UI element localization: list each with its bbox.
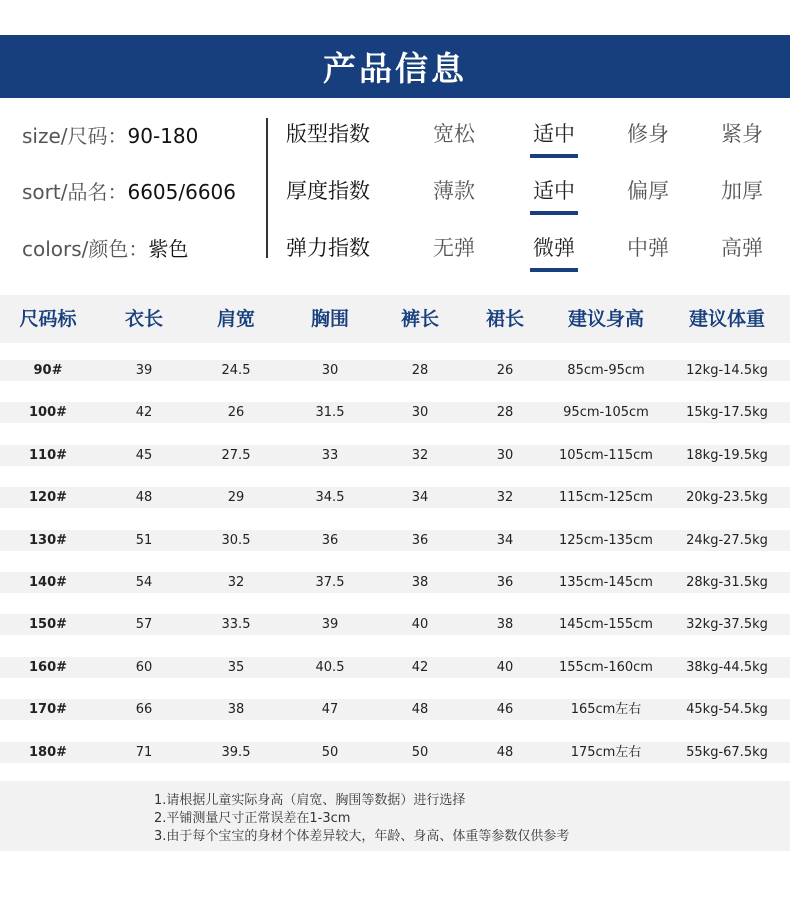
cell-size-code: 130# — [28, 532, 68, 548]
info-colors — [22, 233, 188, 262]
cell-size-code: 110# — [28, 447, 68, 463]
cell-length: 45 — [135, 447, 153, 463]
index-stretch-option: 中弹 — [627, 236, 669, 260]
cell-size-code: 180# — [28, 744, 68, 760]
info-size-label: size/尺码： — [22, 124, 128, 148]
index-fit-option: 宽松 — [433, 122, 475, 146]
index-thickness-name: 厚度指数 — [286, 179, 370, 203]
table-row — [0, 487, 790, 508]
table-row — [0, 742, 790, 763]
cell-height: 175cm左右 — [570, 744, 642, 760]
cell-pants-length: 30 — [411, 405, 429, 421]
cell-height: 125cm-135cm — [559, 532, 653, 548]
cell-shoulder: 27.5 — [221, 447, 251, 463]
cell-weight: 38kg-44.5kg — [686, 659, 768, 675]
cell-weight: 12kg-14.5kg — [686, 363, 768, 378]
cell-weight: 45kg-54.5kg — [686, 702, 768, 718]
table-row — [0, 614, 790, 635]
page-title: 产品信息 — [323, 49, 467, 88]
cell-length: 54 — [135, 575, 153, 590]
cell-pants-length: 28 — [411, 363, 429, 378]
cell-skirt-length: 48 — [496, 744, 514, 760]
cell-length: 51 — [135, 532, 153, 548]
cell-skirt-length: 26 — [496, 363, 514, 378]
cell-chest: 30 — [321, 363, 339, 378]
cell-shoulder: 32 — [227, 575, 245, 590]
cell-skirt-length: 38 — [496, 617, 514, 633]
cell-shoulder: 35 — [227, 659, 245, 675]
cell-height: 135cm-145cm — [559, 575, 653, 590]
cell-size-code: 140# — [28, 575, 68, 590]
info-sort-label: sort/品名： — [22, 180, 128, 204]
cell-weight: 20kg-23.5kg — [686, 490, 768, 506]
cell-length: 66 — [135, 702, 153, 718]
cell-pants-length: 48 — [411, 702, 429, 718]
header-height: 建议身高 — [567, 308, 644, 330]
cell-chest: 34.5 — [315, 490, 345, 506]
cell-size-code: 120# — [28, 490, 68, 506]
cell-chest: 37.5 — [315, 575, 345, 590]
table-row — [0, 360, 790, 381]
index-fit-option-selected: 适中 — [514, 118, 594, 148]
cell-pants-length: 42 — [411, 659, 429, 675]
cell-skirt-length: 28 — [496, 405, 514, 421]
cell-height: 155cm-160cm — [559, 659, 653, 675]
cell-skirt-length: 32 — [496, 490, 514, 506]
cell-pants-length: 38 — [411, 575, 429, 590]
cell-weight: 32kg-37.5kg — [686, 617, 768, 633]
cell-shoulder: 33.5 — [221, 617, 251, 633]
cell-weight: 15kg-17.5kg — [686, 405, 768, 421]
cell-height: 85cm-95cm — [567, 363, 645, 378]
cell-pants-length: 50 — [411, 744, 429, 760]
cell-skirt-length: 46 — [496, 702, 514, 718]
header-weight: 建议体重 — [688, 308, 765, 330]
cell-height: 95cm-105cm — [563, 405, 649, 421]
index-thickness-option-selected: 适中 — [514, 175, 594, 205]
cell-chest: 50 — [321, 744, 339, 760]
index-stretch-name: 弹力指数 — [286, 236, 370, 260]
cell-pants-length: 34 — [411, 490, 429, 506]
cell-chest: 33 — [321, 447, 339, 463]
cell-chest: 31.5 — [315, 405, 345, 421]
info-sort-value: 6605/6606 — [127, 180, 237, 204]
table-row — [0, 657, 790, 678]
cell-size-code: 100# — [28, 405, 68, 421]
cell-shoulder: 24.5 — [221, 363, 251, 378]
cell-height: 105cm-115cm — [559, 447, 653, 463]
note-1: 1.请根据儿童实际身高（肩宽、胸围等数据）进行选择 — [154, 793, 466, 808]
cell-weight: 55kg-67.5kg — [686, 744, 768, 760]
index-fit-name: 版型指数 — [286, 122, 370, 146]
table-row — [0, 530, 790, 551]
index-fit-option: 修身 — [627, 122, 669, 146]
table-row — [0, 699, 790, 720]
header-length: 衣长 — [124, 308, 163, 330]
size-table-header — [0, 295, 790, 343]
cell-pants-length: 32 — [411, 447, 429, 463]
cell-length: 71 — [135, 744, 153, 760]
index-thickness-option: 薄款 — [433, 179, 475, 203]
header-pants-length: 裤长 — [400, 308, 439, 330]
cell-weight: 28kg-31.5kg — [686, 575, 768, 590]
cell-weight: 18kg-19.5kg — [686, 447, 768, 463]
cell-length: 39 — [135, 363, 153, 378]
header-chest: 胸围 — [310, 308, 349, 330]
index-stretch-option: 高弹 — [721, 236, 763, 260]
cell-shoulder: 38 — [227, 702, 245, 718]
note-3: 3.由于每个宝宝的身材个体差异较大，年龄、身高、体重等参数仅供参考 — [154, 829, 570, 844]
cell-skirt-length: 34 — [496, 532, 514, 548]
info-size-value: 90-180 — [127, 124, 199, 148]
table-row — [0, 445, 790, 466]
header-size-code: 尺码标 — [19, 308, 77, 330]
cell-shoulder: 29 — [227, 490, 245, 506]
index-stretch-option-selected: 微弹 — [514, 232, 594, 262]
title-banner — [0, 35, 790, 98]
cell-chest: 36 — [321, 532, 339, 548]
table-row — [0, 402, 790, 423]
cell-pants-length: 36 — [411, 532, 429, 548]
cell-shoulder: 26 — [227, 405, 245, 421]
cell-skirt-length: 30 — [496, 447, 514, 463]
index-thickness-option: 加厚 — [721, 179, 763, 203]
notes-section — [0, 781, 790, 851]
cell-chest: 39 — [321, 617, 339, 633]
cell-skirt-length: 40 — [496, 659, 514, 675]
info-colors-label: colors/颜色： — [22, 237, 149, 261]
cell-size-code: 170# — [28, 702, 68, 718]
header-shoulder: 肩宽 — [216, 308, 255, 330]
cell-size-code: 160# — [28, 659, 68, 675]
header-skirt-length: 裙长 — [485, 308, 524, 330]
cell-chest: 47 — [321, 702, 339, 718]
index-stretch-option: 无弹 — [433, 236, 475, 260]
cell-size-code: 90# — [33, 363, 63, 378]
info-sort — [22, 176, 236, 205]
cell-shoulder: 30.5 — [221, 532, 251, 548]
note-2: 2.平铺测量尺寸正常误差在1-3cm — [154, 811, 351, 826]
cell-height: 145cm-155cm — [559, 617, 653, 633]
info-size — [22, 120, 198, 149]
cell-pants-length: 40 — [411, 617, 429, 633]
cell-length: 60 — [135, 659, 153, 675]
cell-skirt-length: 36 — [496, 575, 514, 590]
cell-shoulder: 39.5 — [221, 744, 251, 760]
index-fit-option: 紧身 — [721, 122, 763, 146]
info-colors-value: 紫色 — [148, 237, 189, 261]
cell-height: 165cm左右 — [570, 702, 642, 718]
cell-length: 48 — [135, 490, 153, 506]
index-thickness-option: 偏厚 — [627, 179, 669, 203]
cell-height: 115cm-125cm — [559, 490, 653, 506]
cell-size-code: 150# — [28, 617, 68, 633]
cell-length: 42 — [135, 405, 153, 421]
table-row — [0, 572, 790, 593]
cell-weight: 24kg-27.5kg — [686, 532, 768, 548]
cell-chest: 40.5 — [315, 659, 345, 675]
cell-length: 57 — [135, 617, 153, 633]
vertical-divider — [266, 118, 268, 258]
